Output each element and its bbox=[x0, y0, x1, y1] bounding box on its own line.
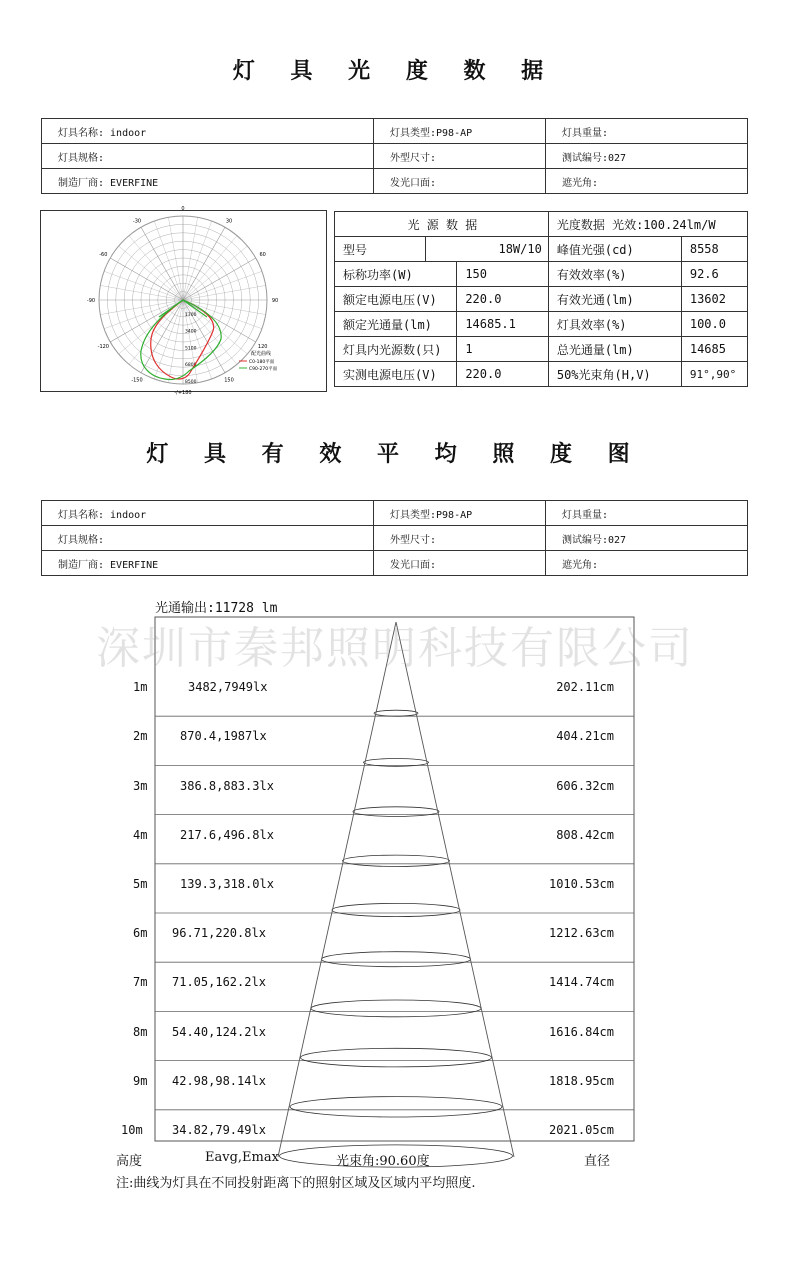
info-cell: 遮光角: bbox=[546, 169, 748, 194]
spec-value: 150 bbox=[457, 262, 549, 287]
spec-label: 额定电源电压(V) bbox=[335, 287, 457, 312]
cone-diameter-label: 202.11cm bbox=[556, 680, 614, 695]
cone-height-label: 2m bbox=[133, 729, 148, 744]
legend-title: 配光曲线 bbox=[251, 351, 272, 357]
cone-ellipse bbox=[290, 1097, 502, 1117]
spec-value: 1 bbox=[457, 337, 549, 362]
polar-ring-label: 1700 bbox=[185, 312, 197, 318]
spec-label: 有效光通(lm) bbox=[548, 287, 681, 312]
cone-illum-label: 870.4,1987lx bbox=[180, 729, 267, 744]
spec-value: 14685 bbox=[681, 337, 747, 362]
cone-illum-label: 386.8,883.3lx bbox=[180, 778, 274, 793]
polar-angle-label: -30 bbox=[132, 218, 142, 225]
cone-diameter-label: 808.42cm bbox=[556, 827, 614, 842]
spec-label: 标称功率(W) bbox=[335, 262, 457, 287]
cone-illum-label: 217.6,496.8lx bbox=[180, 827, 274, 842]
spec-label: 50%光束角(H,V) bbox=[548, 362, 681, 387]
cone-illum-label: 139.3,318.0lx bbox=[180, 877, 274, 891]
spec-label: 总光通量(lm) bbox=[548, 337, 681, 362]
info-cell: 灯具类型:P98-AP bbox=[374, 501, 546, 526]
legend-c0: C0-180平面 bbox=[249, 360, 275, 365]
legend-c90: C90-270平面 bbox=[249, 367, 278, 372]
polar-angle-label: -90 bbox=[86, 298, 96, 304]
spec-label: 有效效率(%) bbox=[548, 262, 681, 287]
cone-diameter-label: 1010.53cm bbox=[548, 877, 614, 891]
cone-diameter-label: 1414.74cm bbox=[548, 975, 614, 990]
info-cell: 灯具规格: bbox=[42, 526, 374, 551]
spec-value: 91°,90° bbox=[681, 362, 747, 387]
cone-diameter-label: 1616.84cm bbox=[548, 1024, 614, 1039]
spec-peak-value: 8558 bbox=[681, 237, 747, 262]
polar-angle-label: -150 bbox=[131, 377, 143, 384]
spec-label: 额定光通量(lm) bbox=[335, 312, 457, 337]
cone-illum-label: 42.98,98.14lx bbox=[172, 1073, 266, 1088]
polar-ring-label: 8500 bbox=[185, 380, 197, 385]
photometric-title: 灯 具 光 度 数 据 bbox=[232, 59, 558, 84]
spec-peak-label: 峰值光强(cd) bbox=[548, 237, 681, 262]
cone-ellipse bbox=[322, 952, 471, 967]
info-cell: 灯具名称: indoor bbox=[42, 119, 374, 144]
cone-illum-label: 3482,7949lx bbox=[188, 680, 268, 695]
info-cell: 制造厂商: EVERFINE bbox=[42, 551, 374, 576]
polar-ring-label: 5100 bbox=[185, 346, 197, 352]
spec-label: 灯具效率(%) bbox=[548, 312, 681, 337]
polar-angle-label: 90 bbox=[271, 298, 279, 304]
cone-height-label: 9m bbox=[133, 1073, 148, 1088]
polar-angle-label: 120 bbox=[257, 344, 268, 350]
illuminance-title: 灯 具 有 效 平 均 照 度 图 bbox=[146, 442, 644, 467]
spec-value: 92.6 bbox=[681, 262, 747, 287]
cone-edge-right bbox=[396, 622, 514, 1157]
polar-angle-label: 150 bbox=[224, 377, 234, 384]
polar-angle-label: 60 bbox=[259, 252, 266, 258]
spec-value: 100.0 bbox=[681, 312, 747, 337]
polar-angle-label: 30 bbox=[225, 218, 233, 225]
cone-edge-left bbox=[278, 622, 396, 1157]
cone-illum-label: 54.40,124.2lx bbox=[172, 1024, 266, 1039]
footer-eavg: Eavg,Emax bbox=[205, 1150, 279, 1165]
polar-ring-label: 3400 bbox=[185, 329, 197, 335]
cone-diameter-label: 606.32cm bbox=[556, 778, 614, 793]
cone-diameter-label: 1212.63cm bbox=[548, 926, 614, 941]
cone-height-label: 4m bbox=[133, 827, 148, 842]
cone-illum-label: 71.05,162.2lx bbox=[172, 975, 266, 990]
info-cell: 灯具规格: bbox=[42, 144, 374, 169]
cone-height-label: 7m bbox=[133, 975, 148, 990]
cone-shape bbox=[278, 622, 514, 1167]
spec-value: 13602 bbox=[681, 287, 747, 312]
polar-angle-label: -120 bbox=[97, 344, 110, 350]
cone-height-label: 10m bbox=[121, 1123, 143, 1137]
info-cell: 测试编号:027 bbox=[546, 526, 748, 551]
polar-angle-label: 0 bbox=[181, 206, 185, 212]
flux-output: 光通输出:11728 lm bbox=[155, 601, 278, 616]
cone-ellipse bbox=[301, 1048, 492, 1067]
footer-note: 注:曲线为灯具在不同投射距离下的照射区域及区域内平均照度. bbox=[116, 1176, 476, 1191]
watermark: 深圳市秦邦照明科技有限公司 bbox=[96, 623, 694, 674]
cone-ellipse bbox=[311, 1000, 481, 1017]
info-cell: 测试编号:027 bbox=[546, 144, 748, 169]
footer-diameter: 直径 bbox=[584, 1154, 611, 1169]
spec-value: 220.0 bbox=[457, 362, 549, 387]
polar-angle-label: -60 bbox=[99, 252, 108, 258]
cone-height-label: 5m bbox=[133, 877, 148, 891]
info-cell: 制造厂商: EVERFINE bbox=[42, 169, 374, 194]
info-cell: 外型尺寸: bbox=[374, 526, 546, 551]
cone-diameter-label: 1818.95cm bbox=[548, 1073, 614, 1088]
polar-angle-label: -/+180 bbox=[174, 390, 192, 396]
info-cell: 灯具重量: bbox=[546, 501, 748, 526]
cone-ellipse bbox=[374, 710, 418, 716]
cone-illum-label: 96.71,220.8lx bbox=[172, 926, 266, 941]
info-cell: 灯具重量: bbox=[546, 119, 748, 144]
footer-beam-angle: 光束角:90.60度 bbox=[336, 1154, 430, 1169]
spec-model-value: 18W/10 bbox=[426, 237, 549, 262]
footer-height: 高度 bbox=[116, 1154, 143, 1169]
cone-height-label: 8m bbox=[133, 1024, 148, 1039]
info-cell: 灯具名称: indoor bbox=[42, 501, 374, 526]
info-cell: 外型尺寸: bbox=[374, 144, 546, 169]
spec-value: 14685.1 bbox=[457, 312, 549, 337]
cone-diameter-label: 404.21cm bbox=[556, 729, 614, 744]
cone-ellipse bbox=[343, 855, 450, 866]
spec-label: 实测电源电压(V) bbox=[335, 362, 457, 387]
cone-ellipse bbox=[332, 903, 460, 916]
spec-header-right: 光度数据 光效:100.24lm/W bbox=[548, 212, 747, 237]
spec-label: 灯具内光源数(只) bbox=[335, 337, 457, 362]
cone-height-label: 6m bbox=[133, 926, 148, 941]
spec-model-label: 型号 bbox=[335, 237, 426, 262]
polar-ring-label: 6800 bbox=[185, 363, 197, 369]
cone-height-label: 1m bbox=[133, 680, 148, 695]
spec-value: 220.0 bbox=[457, 287, 549, 312]
cone-illum-label: 34.82,79.49lx bbox=[172, 1123, 266, 1137]
info-cell: 遮光角: bbox=[546, 551, 748, 576]
cone-height-label: 3m bbox=[133, 778, 148, 793]
info-cell: 发光口面: bbox=[374, 551, 546, 576]
cone-diameter-label: 2021.05cm bbox=[548, 1123, 614, 1137]
info-cell: 发光口面: bbox=[374, 169, 546, 194]
spec-header-left: 光 源 数 据 bbox=[335, 212, 549, 237]
info-cell: 灯具类型:P98-AP bbox=[374, 119, 546, 144]
